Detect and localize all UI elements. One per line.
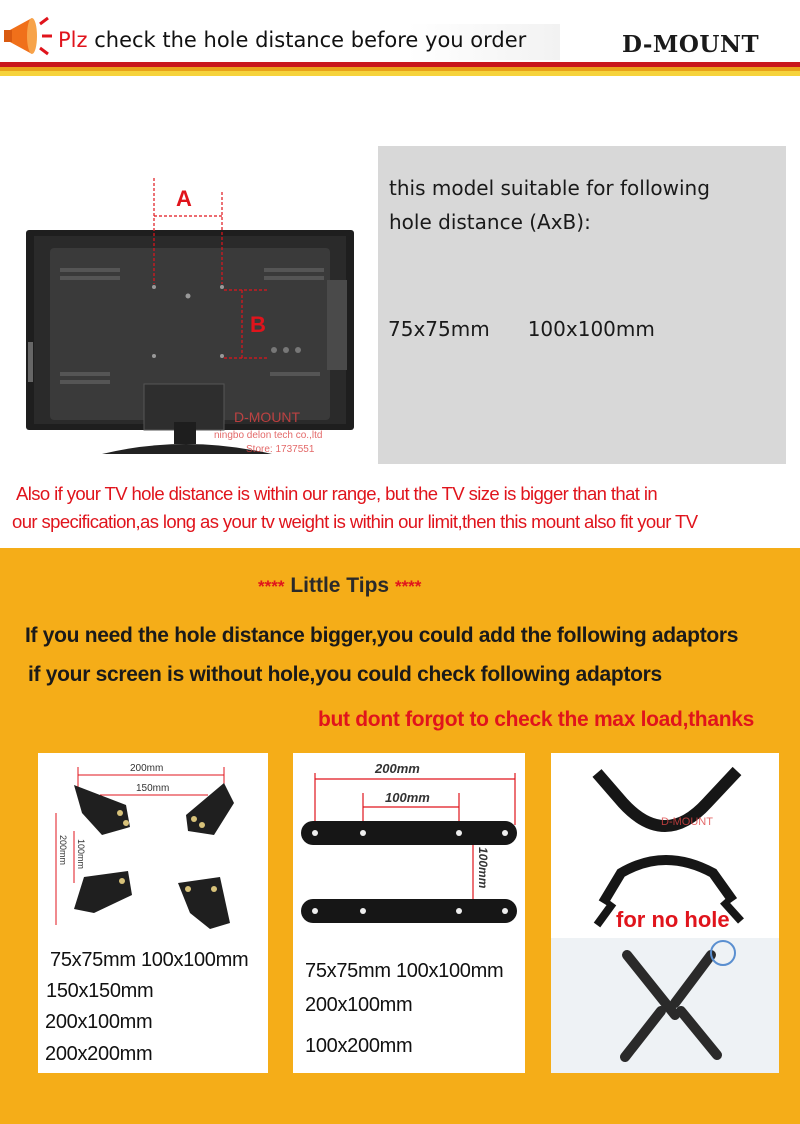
tips-title-text: Little Tips: [290, 574, 390, 597]
megaphone-icon: [2, 8, 54, 60]
size-100: 100x100mm: [527, 317, 655, 341]
card2-size-3: 100x200mm: [305, 1035, 413, 1057]
adaptor-card-2: [293, 753, 525, 1073]
size-75: 75x75mm: [388, 317, 490, 341]
header-stripes: [0, 62, 800, 76]
tip-line-1: If you need the hole distance bigger,you could add the following adaptors: [25, 624, 739, 647]
card1-size-3: 200x100mm: [45, 1011, 153, 1033]
card1-size-4: 200x200mm: [45, 1043, 153, 1065]
header-banner: [0, 0, 800, 76]
dim-200mm: 200mm: [130, 763, 164, 774]
label-b: B: [250, 312, 266, 337]
tips-stars-right: ****: [394, 577, 422, 596]
card2-size-1: 75x75mm 100x100mm: [305, 960, 504, 982]
notice-plz: Plz: [58, 28, 88, 52]
card1-size-1: 75x75mm 100x100mm: [50, 949, 249, 971]
card1-size-2: 150x150mm: [46, 980, 154, 1002]
tip-warning: but dont forgot to check the max load,thanks: [318, 708, 754, 731]
watermark-brand: D-MOUNT: [234, 409, 301, 425]
notice-text: [58, 28, 526, 52]
adaptor-bars-image: [293, 753, 525, 943]
adaptor-plates-image: [38, 753, 268, 943]
watermark-brand: D-MOUNT: [661, 816, 713, 828]
adaptor-card-1: [38, 753, 268, 1073]
dim-200mm-v: 200mm: [58, 835, 68, 866]
brand-logo: D-MOUNT: [622, 31, 760, 58]
notice-message: check the hole distance before you order: [94, 28, 527, 52]
dim-100mm-v: 100mm: [76, 839, 86, 870]
card2-size-2: 200x100mm: [305, 994, 413, 1016]
watermark-company: ningbo delon tech co.,ltd: [214, 430, 323, 441]
tips-stars-left: ****: [258, 577, 285, 596]
note-line-1: Also if your TV hole distance is within our range, but the TV size is bigger than that in: [16, 483, 658, 504]
dim-100mm-v: 100mm: [476, 847, 490, 889]
suitable-line-1: this model suitable for following: [389, 176, 710, 200]
note-line-2: our specification,as long as your tv weight is within our limit,then this mount also fit your TV: [12, 511, 698, 532]
suitable-sizes: [388, 317, 693, 341]
label-a: A: [176, 186, 192, 211]
dim-100mm: 100mm: [385, 790, 430, 805]
tip-line-2: if your screen is without hole,you could check following adaptors: [28, 663, 662, 686]
dim-200mm: 200mm: [375, 761, 420, 776]
tips-title: [258, 574, 421, 598]
suitable-line-2: hole distance (AxB):: [389, 210, 591, 234]
watermark-store: Store: 1737551: [246, 444, 315, 455]
tv-back-image: [24, 172, 374, 462]
dim-150mm: 150mm: [136, 783, 170, 794]
no-hole-label: for no hole: [616, 907, 730, 932]
